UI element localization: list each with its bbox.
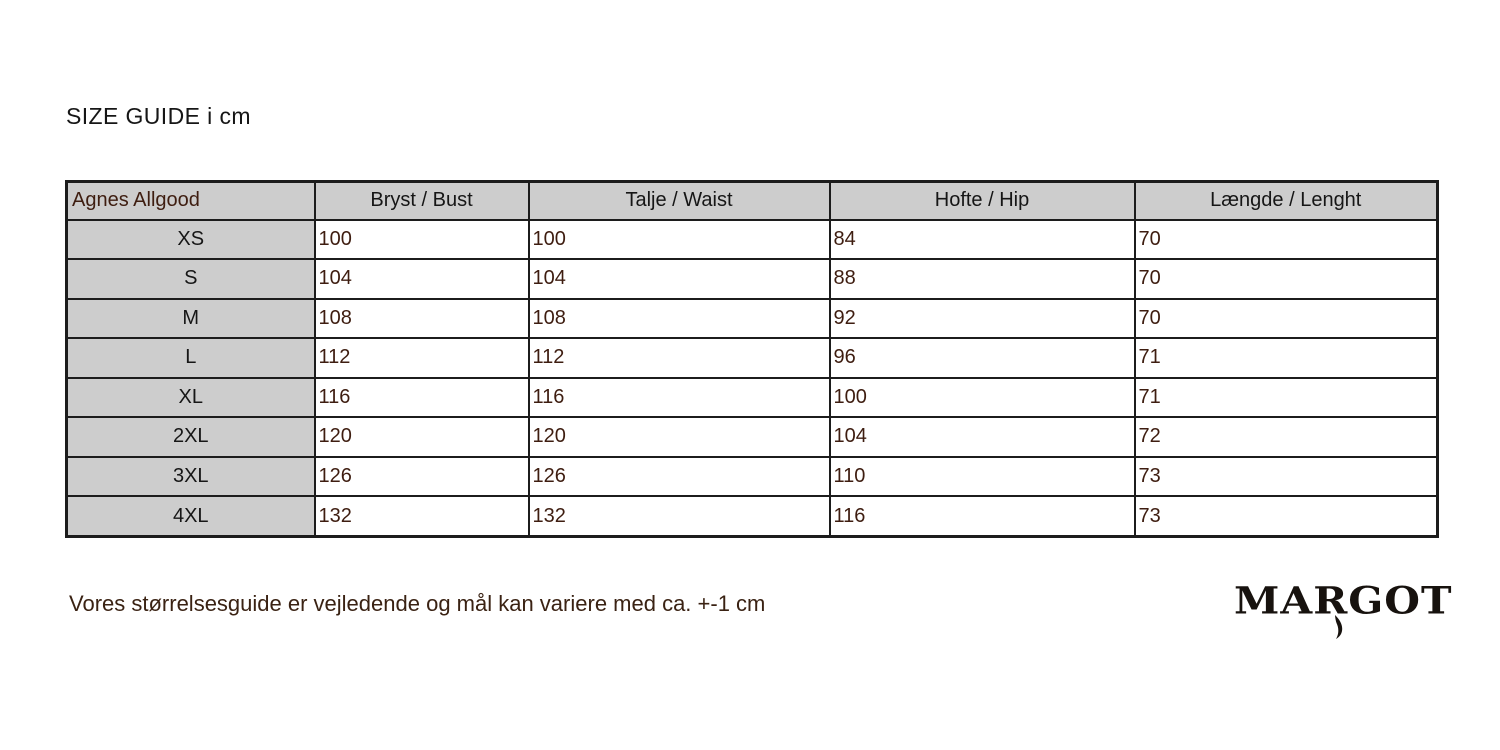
logo-r-tail-icon <box>1333 615 1347 639</box>
table-row <box>67 378 1438 418</box>
measurement-value: 96 <box>830 338 1135 378</box>
measurement-value: 70 <box>1135 220 1438 260</box>
disclaimer-text: Vores størrelsesguide er vejledende og mål kan variere med ca. +-1 cm <box>69 591 766 616</box>
table-row <box>67 220 1438 260</box>
table-row <box>67 299 1438 339</box>
measurement-value: 126 <box>315 457 529 497</box>
table-row <box>67 259 1438 299</box>
column-header-hip: Hofte / Hip <box>830 182 1135 220</box>
table-corner-label: Agnes Allgood <box>67 182 315 220</box>
measurement-value: 70 <box>1135 259 1438 299</box>
measurement-value: 104 <box>529 259 830 299</box>
measurement-value: 100 <box>529 220 830 260</box>
measurement-value: 84 <box>830 220 1135 260</box>
measurement-value: 88 <box>830 259 1135 299</box>
size-table <box>65 180 1439 538</box>
measurement-value: 132 <box>315 496 529 536</box>
measurement-value: 71 <box>1135 338 1438 378</box>
measurement-value: 100 <box>830 378 1135 418</box>
measurement-value: 112 <box>315 338 529 378</box>
size-label: 4XL <box>67 496 315 536</box>
column-header-bust: Bryst / Bust <box>315 182 529 220</box>
column-header-waist: Talje / Waist <box>529 182 830 220</box>
size-label: L <box>67 338 315 378</box>
measurement-value: 73 <box>1135 457 1438 497</box>
measurement-value: 72 <box>1135 417 1438 457</box>
measurement-value: 120 <box>315 417 529 457</box>
measurement-value: 112 <box>529 338 830 378</box>
measurement-value: 104 <box>315 259 529 299</box>
size-label: M <box>67 299 315 339</box>
measurement-value: 108 <box>529 299 830 339</box>
table-row <box>67 496 1438 536</box>
measurement-value: 110 <box>830 457 1135 497</box>
size-label: XS <box>67 220 315 260</box>
column-header-length: Længde / Lenght <box>1135 182 1438 220</box>
table-row <box>67 457 1438 497</box>
measurement-value: 126 <box>529 457 830 497</box>
measurement-value: 104 <box>830 417 1135 457</box>
measurement-value: 116 <box>830 496 1135 536</box>
table-row <box>67 338 1438 378</box>
measurement-value: 116 <box>315 378 529 418</box>
measurement-value: 92 <box>830 299 1135 339</box>
measurement-value: 70 <box>1135 299 1438 339</box>
measurement-value: 71 <box>1135 378 1438 418</box>
measurement-value: 116 <box>529 378 830 418</box>
size-table-body <box>67 220 1438 537</box>
size-label: S <box>67 259 315 299</box>
table-row <box>67 417 1438 457</box>
measurement-value: 132 <box>529 496 830 536</box>
size-label: 2XL <box>67 417 315 457</box>
size-label: XL <box>67 378 315 418</box>
measurement-value: 73 <box>1135 496 1438 536</box>
page-title: SIZE GUIDE i cm <box>66 103 251 129</box>
measurement-value: 100 <box>315 220 529 260</box>
brand-logo-text: MARGOT <box>1234 578 1453 623</box>
size-label: 3XL <box>67 457 315 497</box>
table-header-row <box>67 182 1438 220</box>
measurement-value: 108 <box>315 299 529 339</box>
brand-logo <box>1234 578 1453 642</box>
measurement-value: 120 <box>529 417 830 457</box>
